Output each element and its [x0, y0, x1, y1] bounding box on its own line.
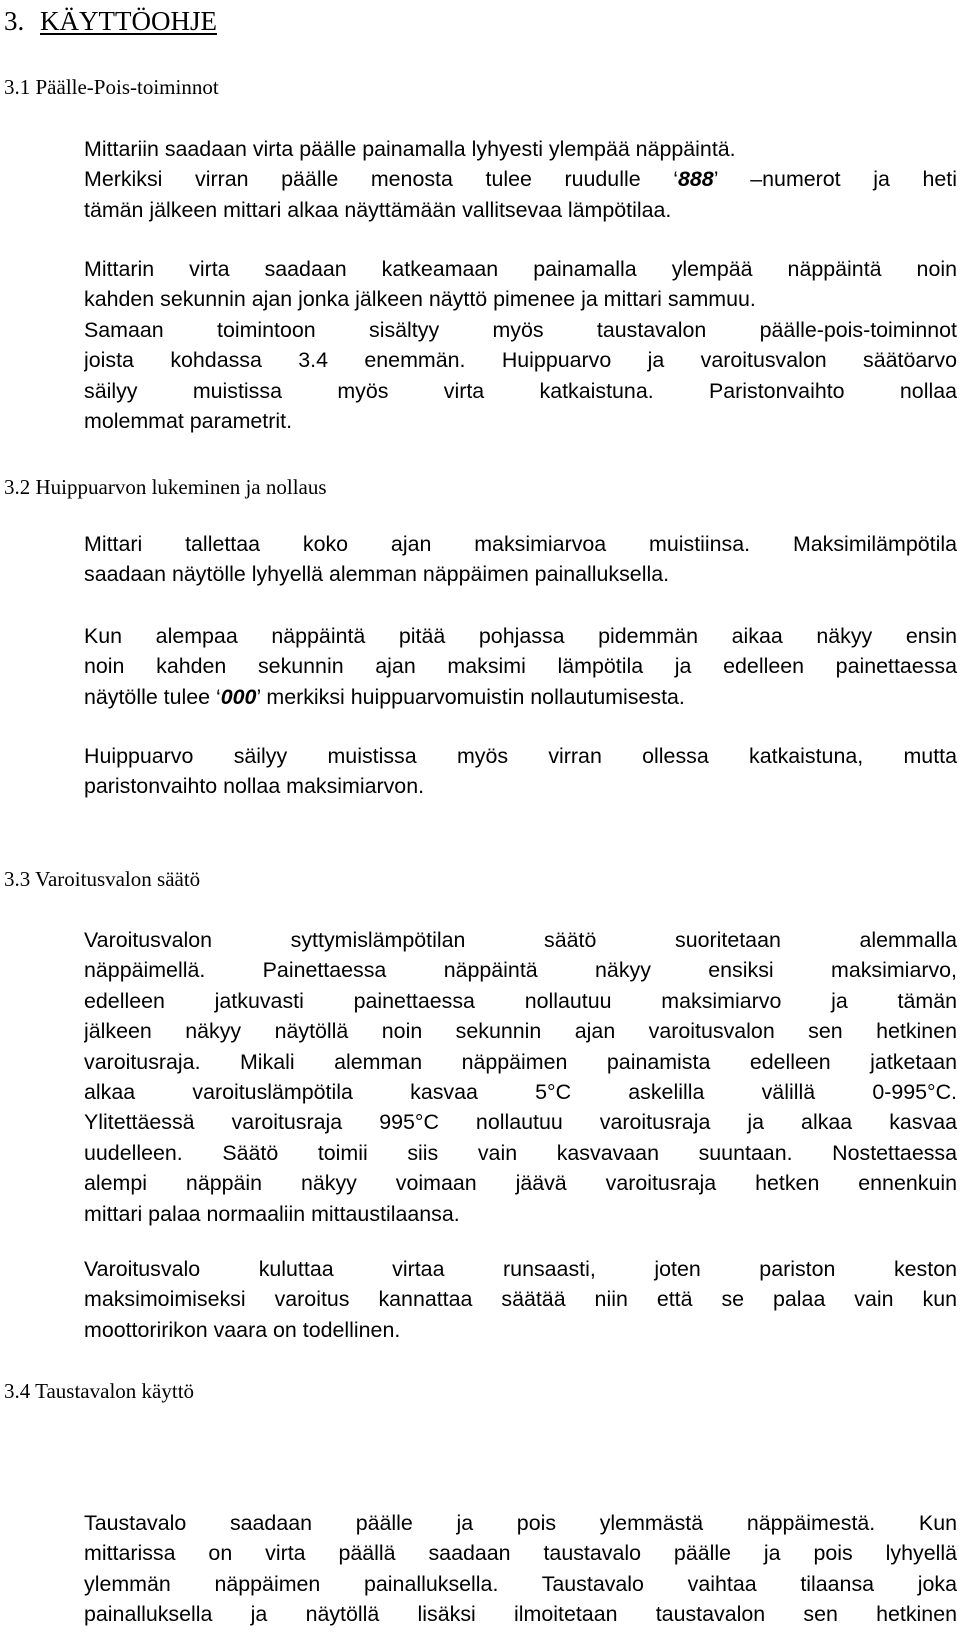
text-line: ylemmän näppäimen painalluksella. Taustavalo vaihtaa tilaansa joka — [84, 1571, 957, 1596]
section-heading-3-3: 3.3 Varoitusvalon säätö — [4, 867, 201, 891]
text-line: alkaa varoituslämpötila kasvaa 5°C askelilla välillä 0-995°C. — [84, 1079, 957, 1104]
text-line: saadaan näytölle lyhyellä alemman näppäimen painalluksella. — [84, 562, 670, 587]
paragraph — [84, 1508, 957, 1630]
text-line: Mittari tallettaa koko ajan maksimiarvoa muistiinsa. Maksimilämpötila — [84, 532, 957, 556]
text-line: varoitusraja. Mikali alemman näppäimen painamista edelleen jatketaan — [84, 1049, 957, 1074]
text-line: Varoitusvalo kuluttaa virtaa runsaasti, joten pariston keston — [84, 1257, 957, 1281]
text-line: Taustavalo saadaan päälle ja pois ylemmästä näppäimestä. Kun — [84, 1511, 957, 1535]
text-line: maksimoimiseksi varoitus kannattaa säätää niin että se palaa vain kun — [84, 1287, 957, 1312]
section-heading-3-1: 3.1 Päälle-Pois-toiminnot — [4, 75, 219, 99]
text-line: tämän jälkeen mittari alkaa näyttämään vallitsevaa lämpötilaa. — [84, 197, 672, 222]
paragraph — [84, 254, 957, 436]
text-line: joista kohdassa 3.4 enemmän. Huippuarvo ja varoitusvalon säätöarvo — [84, 348, 957, 373]
text-line: molemmat parametrit. — [84, 408, 293, 433]
text-line: Samaan toimintoon sisältyy myös taustavalon päälle-pois-toiminnot — [84, 317, 957, 342]
paragraph — [84, 1254, 957, 1345]
text-line: alempi näppäin näkyy voimaan jäävä varoitusraja hetken ennenkuin — [84, 1171, 957, 1196]
text-line — [84, 682, 957, 712]
chapter-heading — [4, 2, 217, 40]
display-code: 000 — [220, 684, 257, 709]
text-line: mittari palaa normaaliin mittaustilaansa. — [84, 1201, 460, 1226]
paragraph — [84, 925, 957, 1229]
text-line: Mittarin virta saadaan katkeamaan painamalla ylempää näppäintä noin — [84, 257, 957, 281]
text-line: noin kahden sekunnin ajan maksimi lämpötila ja edelleen painettaessa — [84, 654, 957, 679]
text-line: painalluksella ja näytöllä lisäksi ilmoitetaan taustavalon sen hetkinen — [84, 1602, 957, 1627]
section-heading-3-4: 3.4 Taustavalon käyttö — [4, 1379, 195, 1403]
chapter-title: KÄYTTÖOHJE — [40, 6, 217, 36]
text-line: Huippuarvo säilyy muistissa myös virran ollessa katkaistuna, mutta — [84, 744, 957, 768]
text-line: uudelleen. Säätö toimii siis vain kasvavaan suuntaan. Nostettaessa — [84, 1140, 957, 1165]
text-line: Ylitettäessä varoitusraja 995°C nollautuu varoitusraja ja alkaa kasvaa — [84, 1110, 957, 1135]
text-line: Kun alempaa näppäintä pitää pohjassa pidemmän aikaa näkyy ensin — [84, 624, 957, 648]
paragraph — [84, 134, 957, 225]
section-heading-3-2: 3.2 Huippuarvon lukeminen ja nollaus — [4, 475, 327, 499]
text-fragment: näytölle tulee ‘ — [84, 684, 221, 709]
text-line: Varoitusvalon syttymislämpötilan säätö suoritetaan alemmalla — [84, 928, 957, 952]
paragraph — [84, 741, 957, 802]
text-line: Mittariin saadaan virta päälle painamalla lyhyesti ylempää näppäintä. — [84, 137, 736, 161]
text-fragment: ’ –numerot ja heti — [713, 167, 957, 192]
text-line: säilyy muistissa myös virta katkaistuna. Paristonvaihto nollaa — [84, 378, 957, 403]
text-fragment: ’ merkiksi huippuarvomuistin nollautumisesta. — [256, 684, 685, 709]
paragraph — [84, 529, 957, 590]
chapter-number: 3. — [4, 6, 25, 36]
text-line: edelleen jatkuvasti painettaessa nollautuu maksimiarvo ja tämän — [84, 988, 957, 1013]
display-code: 888 — [677, 167, 714, 192]
text-fragment: Merkiksi virran päälle menosta tulee ruudulle ‘ — [84, 167, 678, 192]
text-line: jälkeen näkyy näytöllä noin sekunnin ajan varoitusvalon sen hetkinen — [84, 1019, 957, 1044]
text-line: moottoririkon vaara on todellinen. — [84, 1317, 401, 1342]
paragraph — [84, 621, 957, 712]
text-line — [84, 164, 957, 194]
text-line: näppäimellä. Painettaessa näppäintä näkyy ensiksi maksimiarvo, — [84, 958, 957, 983]
text-line: kahden sekunnin ajan jonka jälkeen näyttö pimenee ja mittari sammuu. — [84, 287, 756, 312]
text-line: paristonvaihto nollaa maksimiarvon. — [84, 774, 425, 799]
text-line: mittarissa on virta päällä saadaan taustavalo päälle ja pois lyhyellä — [84, 1541, 957, 1566]
